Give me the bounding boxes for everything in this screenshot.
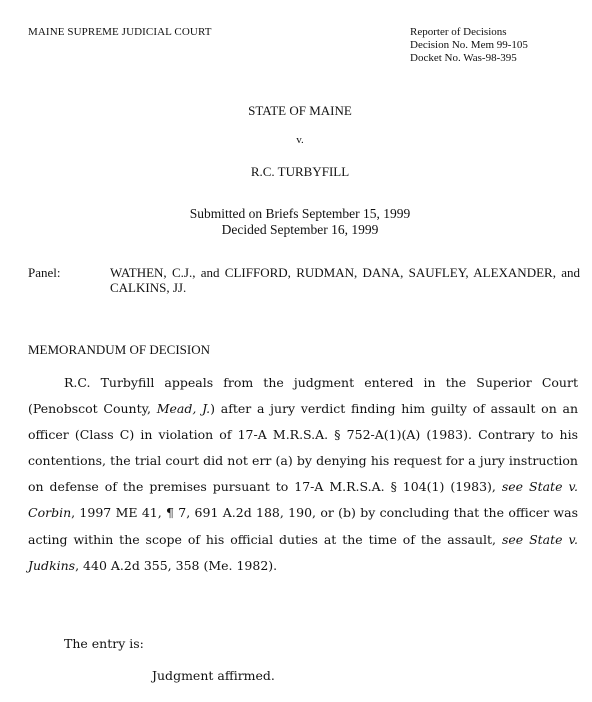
docket-number: Docket No. Was-98-395 bbox=[410, 52, 517, 64]
decision-number: Decision No. Mem 99-105 bbox=[410, 39, 528, 51]
submitted-date: Submitted on Briefs September 15, 1999 bbox=[189, 206, 411, 221]
memorandum-paragraph bbox=[28, 370, 578, 579]
decided-date: Decided September 16, 1999 bbox=[221, 222, 379, 237]
paragraph-text: , 1997 ME 41, ¶ 7, 691 A.2d 188, 190, or (b) by concluding that the officer was acting within the scope of his official duties at the time of the assault, bbox=[28, 505, 578, 547]
case-state: STATE OF MAINE bbox=[248, 103, 352, 118]
memorandum-heading: MEMORANDUM OF DECISION bbox=[28, 342, 211, 357]
case-dates bbox=[0, 206, 592, 238]
case-defendant: R.C. TURBYFILL bbox=[250, 164, 350, 179]
paragraph-text: , 440 A.2d 355, 358 (Me. 1982). bbox=[75, 557, 278, 573]
reporter-label: Reporter of Decisions bbox=[410, 26, 507, 38]
citation-judkins: see State v. Judkins bbox=[28, 531, 579, 573]
citation-corbin: see State v. Corbin bbox=[28, 479, 578, 521]
panel-label: Panel: bbox=[28, 265, 61, 280]
judge-name: Mead, J. bbox=[156, 401, 211, 417]
entry-label: The entry is: bbox=[64, 636, 144, 651]
paragraph-text: ) after a jury verdict finding him guilty of assault on an officer (Class C) in violation of 17-A M.R.S.A. § 752-A(1)(A) (1983). Contrary to his contentions, the trial court did not err (a) by denying his request for a jury instruction on defense of the premises pursuant to 17-A M.R.S.A. § 104(1) (1983), bbox=[28, 401, 578, 495]
case-versus: v. bbox=[296, 134, 304, 146]
reporter-block bbox=[410, 26, 528, 65]
panel-justices: WATHEN, C.J., and CLIFFORD, RUDMAN, DANA, SAUFLEY, ALEXANDER, and CALKINS, JJ. bbox=[110, 265, 580, 295]
judgment-text: Judgment affirmed. bbox=[152, 668, 275, 683]
paragraph-text: R.C. Turbyfill appeals from the judgment entered in the Superior Court (Penobscot County, bbox=[28, 375, 578, 417]
court-name: MAINE SUPREME JUDICIAL COURT bbox=[28, 26, 212, 38]
